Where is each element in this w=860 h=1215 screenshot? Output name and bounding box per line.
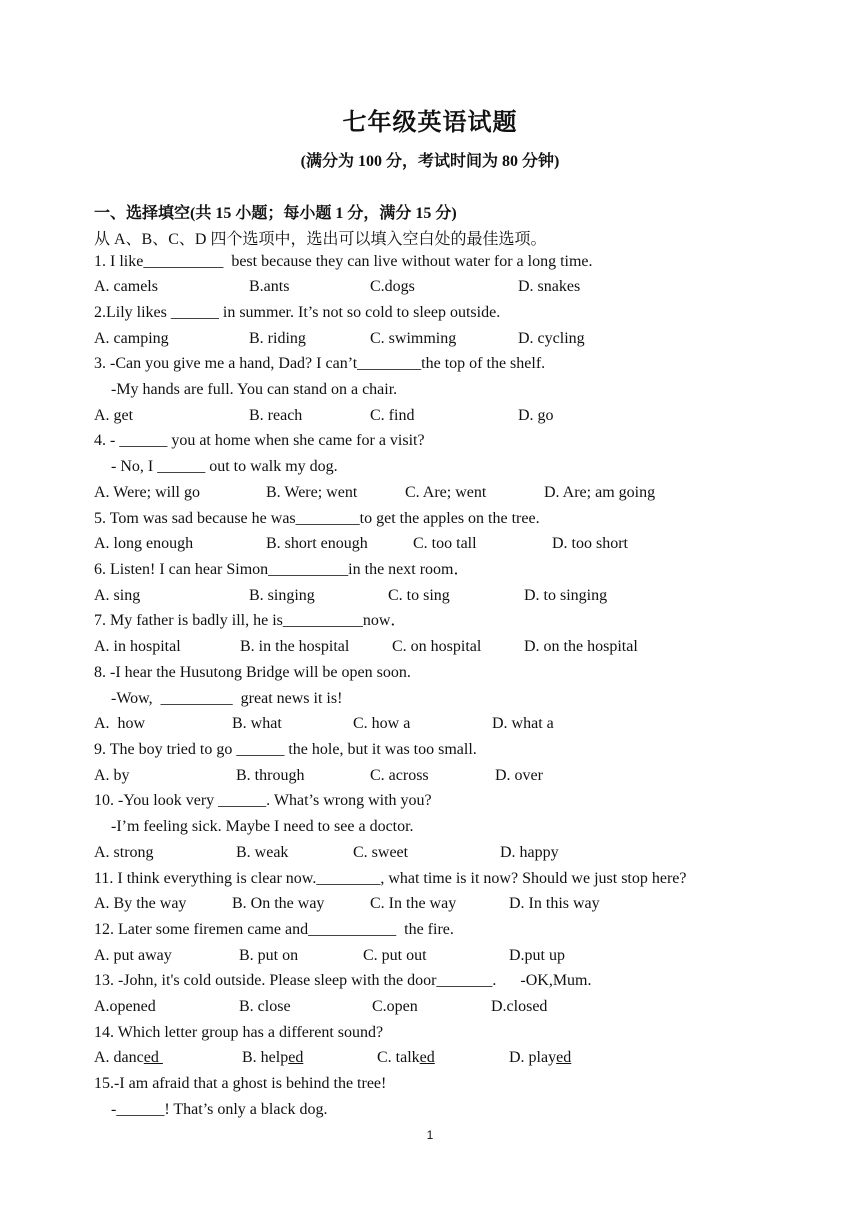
question-9-option-b: B. through [236, 767, 305, 784]
question-10-line-2: -I’m feeling sick. Maybe I need to see a doctor. [111, 818, 414, 835]
question-2-option-d: D. cycling [518, 330, 585, 347]
question-3-option-b: B. reach [249, 407, 303, 424]
question-2-option-c: C. swimming [370, 330, 457, 347]
question-10-option-b: B. weak [236, 844, 289, 861]
question-7-option-a: A. in hospital [94, 638, 181, 655]
question-4-option-c: C. Are; went [405, 484, 487, 501]
underlined-ending: ed [556, 1049, 572, 1066]
question-11-stem: 11. I think everything is clear now.________, what time is it now? Should we just stop here? [94, 870, 687, 887]
question-7-option-b: B. in the hospital [240, 638, 350, 655]
question-7-stem: 7. My father is badly ill, he is__________now． [94, 612, 407, 629]
question-1-option-b: B.ants [249, 278, 290, 295]
question-10-option-d: D. happy [500, 844, 559, 861]
question-5-option-c: C. too tall [413, 535, 477, 552]
question-1-stem: 1. I like__________ best because they can live without water for a long time. [94, 253, 593, 270]
question-5-option-a: A. long enough [94, 535, 194, 552]
question-11-option-a: A. By the way [94, 895, 187, 912]
question-13-option-c: C.open [372, 998, 418, 1015]
page-title: 七年级英语试题 [342, 108, 518, 136]
underlined-ending: ed [143, 1049, 163, 1066]
question-13-option-b: B. close [239, 998, 291, 1015]
question-12-option-b: B. put on [239, 947, 299, 964]
question-13-option-a: A.opened [94, 998, 156, 1015]
question-3-option-c: C. find [370, 407, 415, 424]
question-8-stem: 8. -I hear the Husutong Bridge will be open soon. [94, 664, 411, 681]
question-12-stem: 12. Later some firemen came and___________ the fire. [94, 921, 454, 938]
question-5-option-d: D. too short [552, 535, 628, 552]
question-6-option-a: A. sing [94, 587, 141, 604]
question-3-option-d: D. go [518, 407, 554, 424]
question-6-stem: 6. Listen! I can hear Simon__________in the next room． [94, 561, 470, 578]
question-11-option-d: D. In this way [509, 895, 600, 912]
question-4-option-d: D. Are; am going [544, 484, 656, 501]
underlined-ending: ed [419, 1049, 435, 1066]
question-5-option-b: B. short enough [266, 535, 368, 552]
page-subtitle: (满分为 100 分，考试时间为 80 分钟) [300, 153, 560, 170]
question-3-stem: 3. -Can you give me a hand, Dad? I can’t________the top of the shelf. [94, 355, 546, 372]
question-8-option-c: C. how a [353, 715, 411, 732]
question-3-line-2: -My hands are full. You can stand on a chair. [111, 381, 398, 398]
question-15-stem: 15.-I am afraid that a ghost is behind the tree! [94, 1075, 387, 1092]
question-4-option-a: A. Were; will go [94, 484, 200, 501]
question-7-option-c: C. on hospital [392, 638, 482, 655]
question-10-option-a: A. strong [94, 844, 154, 861]
question-13-option-d: D.closed [491, 998, 548, 1015]
question-8-option-a: A. how [94, 715, 146, 732]
question-4-option-b: B. Were; went [266, 484, 358, 501]
question-8-option-b: B. what [232, 715, 282, 732]
question-2-option-a: A. camping [94, 330, 169, 347]
question-2-option-b: B. riding [249, 330, 306, 347]
question-8-option-d: D. what a [492, 715, 554, 732]
question-11-option-b: B. On the way [232, 895, 325, 912]
question-13-stem: 13. -John, it's cold outside. Please sleep with the door_______. -OK,Mum. [94, 972, 592, 989]
question-6-option-d: D. to singing [524, 587, 608, 604]
question-7-option-d: D. on the hospital [524, 638, 638, 655]
question-6-option-c: C. to sing [388, 587, 450, 604]
question-4-stem: 4. - ______ you at home when she came for a visit? [94, 432, 425, 449]
question-14-option-a: A. danced [94, 1049, 163, 1066]
question-14-stem: 14. Which letter group has a different sound? [94, 1024, 384, 1041]
question-10-stem: 10. -You look very ______. What’s wrong with you? [94, 792, 432, 809]
question-2-stem: 2.Lily likes ______ in summer. It’s not so cold to sleep outside. [94, 304, 501, 321]
question-14-option-d: D. played [509, 1049, 572, 1066]
page-number: 1 [426, 1128, 434, 1142]
question-1-option-d: D. snakes [518, 278, 581, 295]
question-5-stem: 5. Tom was sad because he was________to get the apples on the tree. [94, 510, 540, 527]
question-11-option-c: C. In the way [370, 895, 457, 912]
question-9-option-d: D. over [495, 767, 543, 784]
section-heading: 一、选择填空(共 15 小题；每小题 1 分，满分 15 分) [94, 205, 457, 222]
question-9-option-a: A. by [94, 767, 130, 784]
question-8-line-2: -Wow, _________ great news it is! [111, 690, 343, 707]
question-15-line-2: -______! That’s only a black dog. [111, 1101, 328, 1118]
question-9-option-c: C. across [370, 767, 429, 784]
question-1-option-c: C.dogs [370, 278, 415, 295]
instruction-text: 从 A、B、C、D 四个选项中，选出可以填入空白处的最佳选项。 [94, 231, 547, 248]
question-12-option-c: C. put out [363, 947, 427, 964]
question-6-option-b: B. singing [249, 587, 315, 604]
question-12-option-a: A. put away [94, 947, 172, 964]
question-12-option-d: D.put up [509, 947, 565, 964]
question-3-option-a: A. get [94, 407, 134, 424]
question-14-option-b: B. helped [242, 1049, 304, 1066]
question-4-line-2: - No, I ______ out to walk my dog. [111, 458, 338, 475]
question-1-option-a: A. camels [94, 278, 158, 295]
question-14-option-c: C. talked [377, 1049, 435, 1066]
underlined-ending: ed [288, 1049, 304, 1066]
question-10-option-c: C. sweet [353, 844, 409, 861]
question-9-stem: 9. The boy tried to go ______ the hole, but it was too small. [94, 741, 477, 758]
